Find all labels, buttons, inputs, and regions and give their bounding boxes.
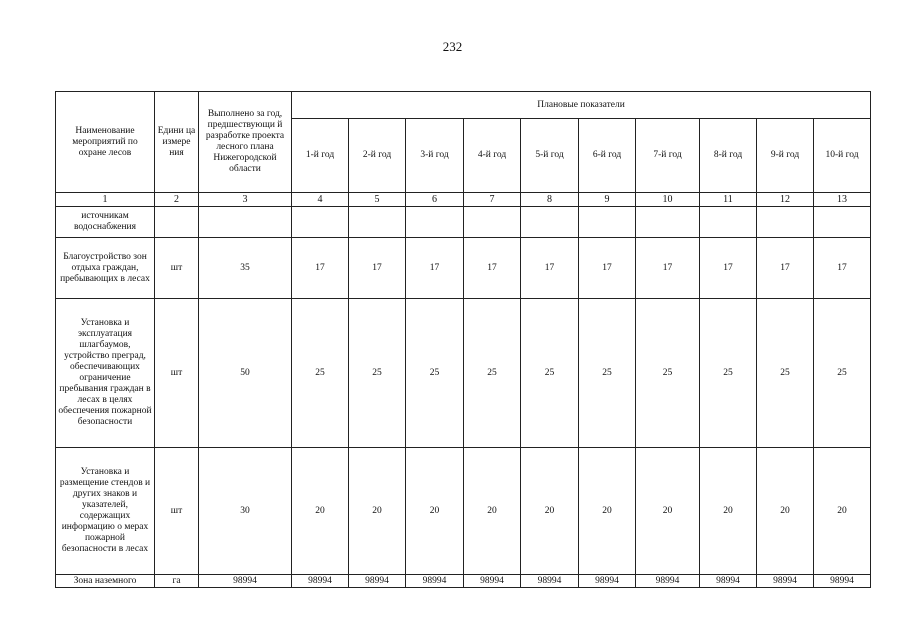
unit-cell (155, 207, 199, 238)
column-number: 11 (700, 193, 757, 207)
year-value-cell: 20 (292, 448, 349, 575)
column-number: 4 (292, 193, 349, 207)
year-value-cell: 25 (292, 299, 349, 448)
year-value-cell (579, 207, 636, 238)
year-value-cell: 98994 (292, 575, 349, 588)
year-value-cell: 20 (579, 448, 636, 575)
year-value-cell (814, 207, 871, 238)
year-value-cell: 17 (406, 238, 464, 299)
year-value-cell (349, 207, 406, 238)
column-number: 12 (757, 193, 814, 207)
year-value-cell: 17 (700, 238, 757, 299)
done-cell (199, 207, 292, 238)
page-number: 232 (442, 39, 463, 54)
measure-name: Установка и эксплуатация шлагбаумов, устройство преград, обеспечивающих ограничение пребывания граждан в лесах в целях обеспечения пожарной безопасности (56, 299, 155, 448)
column-number: 1 (56, 193, 155, 207)
table-row (56, 238, 871, 299)
year-value-cell: 17 (579, 238, 636, 299)
year-value-cell: 17 (464, 238, 521, 299)
table-row (56, 575, 871, 588)
header-name: Наименование мероприятий по охране лесов (56, 92, 155, 193)
table-row (56, 448, 871, 575)
year-value-cell: 98994 (521, 575, 579, 588)
header-year: 10-й год (814, 119, 871, 193)
year-value-cell (464, 207, 521, 238)
header-year: 3-й год (406, 119, 464, 193)
year-value-cell: 20 (406, 448, 464, 575)
header-year: 8-й год (700, 119, 757, 193)
year-value-cell: 98994 (464, 575, 521, 588)
done-cell: 98994 (199, 575, 292, 588)
year-value-cell: 20 (814, 448, 871, 575)
header-planned: Плановые показатели (292, 92, 871, 119)
header-year: 9-й год (757, 119, 814, 193)
column-number: 5 (349, 193, 406, 207)
year-value-cell: 98994 (579, 575, 636, 588)
unit-cell: га (155, 575, 199, 588)
done-cell: 35 (199, 238, 292, 299)
header-year: 5-й год (521, 119, 579, 193)
unit-cell: шт (155, 238, 199, 299)
header-year: 1-й год (292, 119, 349, 193)
year-value-cell: 17 (521, 238, 579, 299)
column-number: 9 (579, 193, 636, 207)
column-number: 6 (406, 193, 464, 207)
year-value-cell (636, 207, 700, 238)
year-value-cell: 25 (757, 299, 814, 448)
column-number: 10 (636, 193, 700, 207)
year-value-cell (757, 207, 814, 238)
measure-name: Установка и размещение стендов и других знаков и указателей, содержащих информацию о мерах пожарной безопасности в лесах (56, 448, 155, 575)
year-value-cell (406, 207, 464, 238)
year-value-cell: 20 (757, 448, 814, 575)
year-value-cell (521, 207, 579, 238)
year-value-cell: 98994 (406, 575, 464, 588)
done-cell: 30 (199, 448, 292, 575)
year-value-cell: 17 (636, 238, 700, 299)
done-cell: 50 (199, 299, 292, 448)
year-value-cell: 25 (814, 299, 871, 448)
year-value-cell: 25 (579, 299, 636, 448)
header-year: 7-й год (636, 119, 700, 193)
year-value-cell: 17 (757, 238, 814, 299)
header-unit: Едини ца измере ния (155, 92, 199, 193)
year-value-cell: 98994 (757, 575, 814, 588)
table-row (56, 207, 871, 238)
header-year: 4-й год (464, 119, 521, 193)
year-value-cell: 98994 (814, 575, 871, 588)
column-number: 13 (814, 193, 871, 207)
year-value-cell: 20 (700, 448, 757, 575)
year-value-cell (292, 207, 349, 238)
column-number: 3 (199, 193, 292, 207)
column-number-row (56, 193, 871, 207)
year-value-cell: 25 (406, 299, 464, 448)
year-value-cell: 25 (636, 299, 700, 448)
column-number: 7 (464, 193, 521, 207)
header-done: Выполнено за год, предшествующи й разработке проекта лесного плана Нижегородской области (199, 92, 292, 193)
column-number: 8 (521, 193, 579, 207)
year-value-cell: 25 (464, 299, 521, 448)
year-value-cell: 20 (521, 448, 579, 575)
year-value-cell: 20 (464, 448, 521, 575)
year-value-cell: 17 (292, 238, 349, 299)
unit-cell: шт (155, 299, 199, 448)
year-value-cell: 25 (521, 299, 579, 448)
year-value-cell: 98994 (700, 575, 757, 588)
year-value-cell: 20 (349, 448, 406, 575)
year-value-cell: 17 (814, 238, 871, 299)
year-value-cell (700, 207, 757, 238)
year-value-cell: 25 (700, 299, 757, 448)
table-row (56, 299, 871, 448)
year-value-cell: 20 (636, 448, 700, 575)
year-value-cell: 25 (349, 299, 406, 448)
forest-protection-table (55, 91, 871, 588)
column-number: 2 (155, 193, 199, 207)
year-value-cell: 98994 (636, 575, 700, 588)
year-value-cell: 17 (349, 238, 406, 299)
measure-name: Благоустройство зон отдыха граждан, пребывающих в лесах (56, 238, 155, 299)
unit-cell: шт (155, 448, 199, 575)
measure-name: источникам водоснабжения (56, 207, 155, 238)
year-value-cell: 98994 (349, 575, 406, 588)
header-year: 2-й год (349, 119, 406, 193)
measure-name: Зона наземного (56, 575, 155, 588)
header-year: 6-й год (579, 119, 636, 193)
